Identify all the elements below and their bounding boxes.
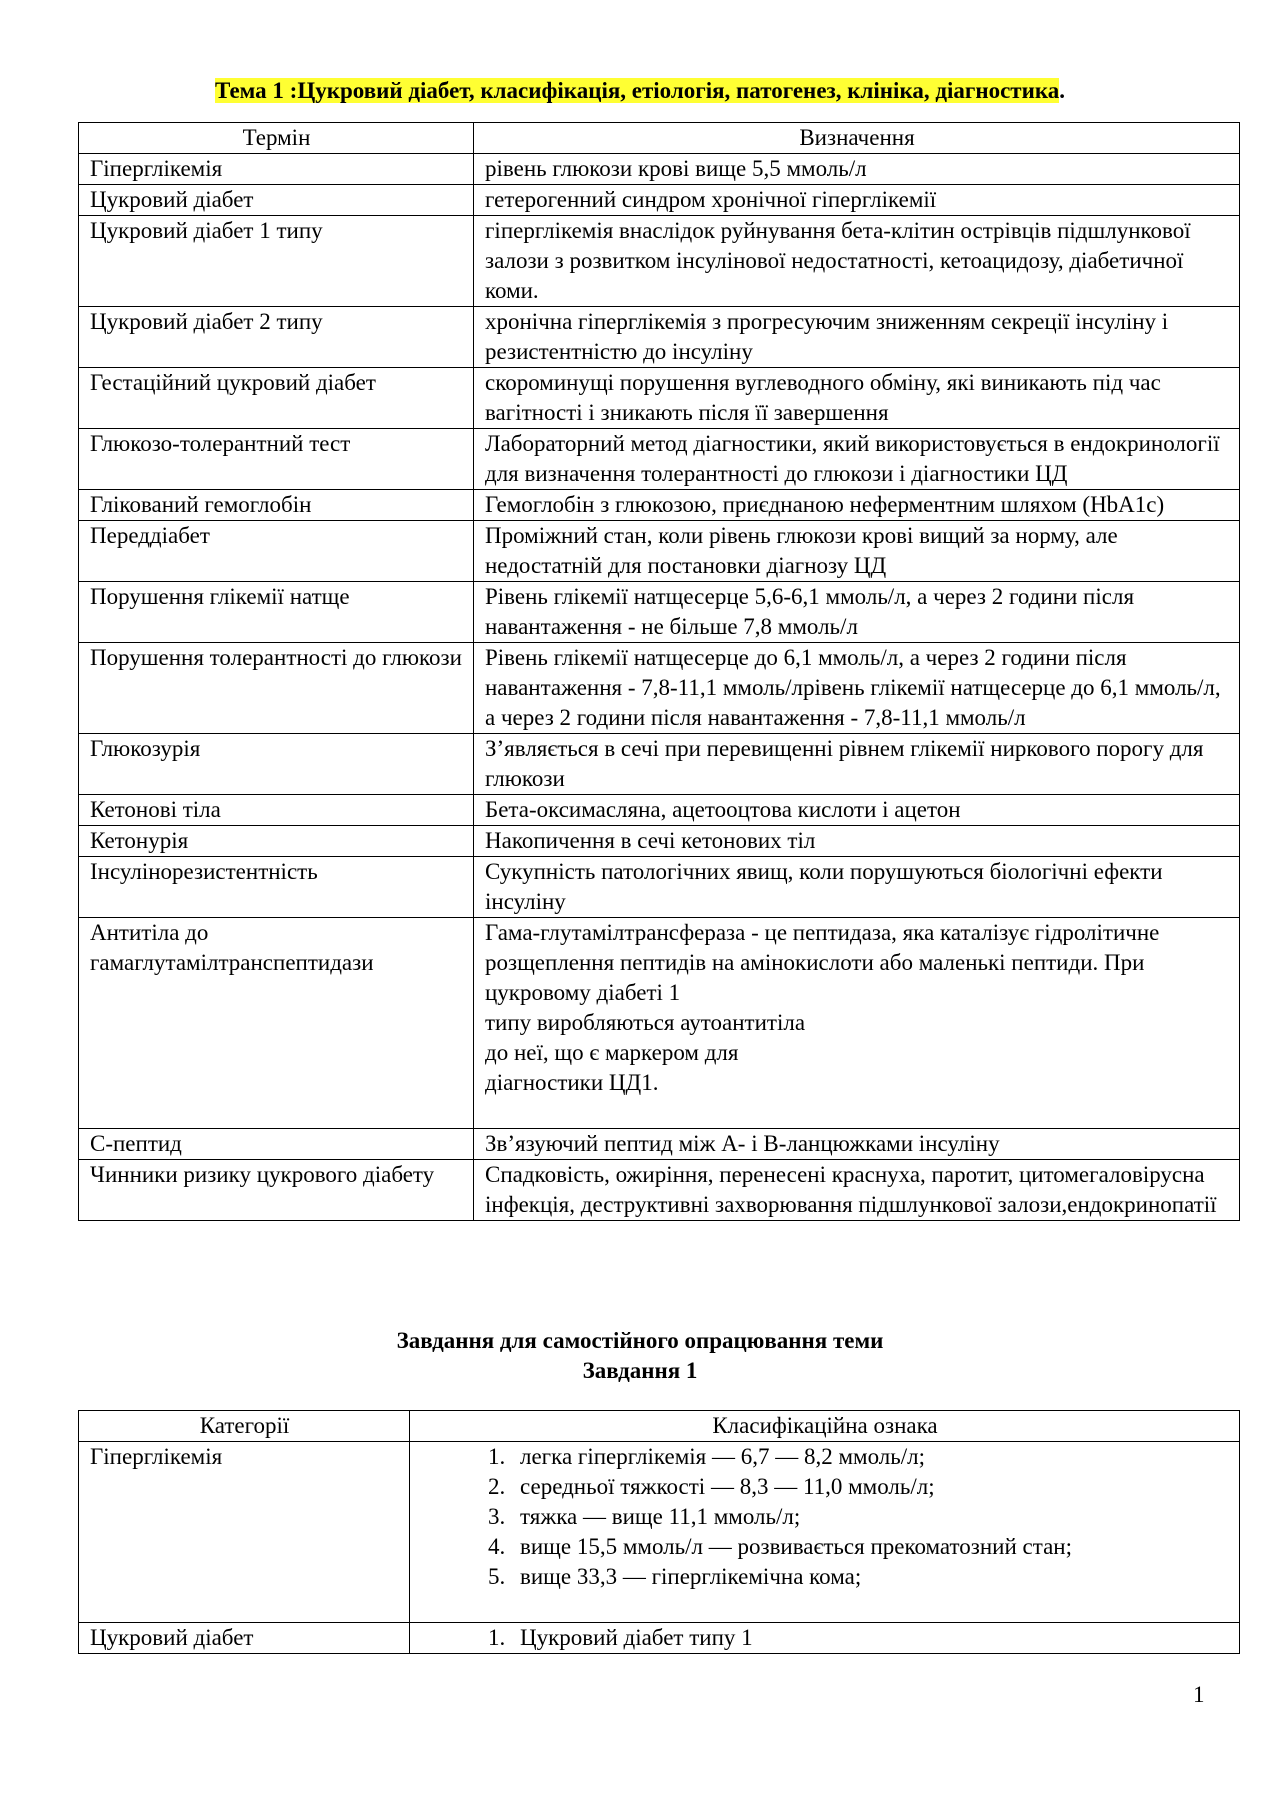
glossary-row: [79, 490, 1240, 521]
glossary-term: Кетонові тіла: [79, 795, 474, 826]
glossary-row: [79, 368, 1240, 429]
glossary-term: Цукровий діабет 2 типу: [79, 307, 474, 368]
definition-line: до неї, що є маркером для: [485, 1040, 739, 1065]
classification-category: Гіперглікемія: [79, 1442, 410, 1623]
glossary-row: [79, 429, 1240, 490]
page-title-trailing: .: [1059, 78, 1065, 103]
definition-line: скороминущі порушення вуглеводного обміну, які виникають під час вагітності і зникають після її завершення: [485, 370, 1161, 425]
glossary-row: [79, 826, 1240, 857]
glossary-term: Чинники ризику цукрового діабету: [79, 1160, 474, 1221]
definition-line: Спадковість, ожиріння, перенесені краснуха, паротит, цитомегаловірусна інфекція, деструктивні захворювання підшлункової залози,ендокринопатії: [485, 1162, 1217, 1217]
glossary-term: С-пептид: [79, 1129, 474, 1160]
definition-line: Гемоглобін з глюкозою, приєднаною неферментним шляхом (HbA1c): [485, 492, 1165, 517]
glossary-row: [79, 643, 1240, 734]
glossary-row: [79, 307, 1240, 368]
classification-list: [421, 1623, 1229, 1653]
glossary-row: [79, 1129, 1240, 1160]
classification-item: 5. вище 33,3 — гіперглікемічна кома;: [511, 1562, 1229, 1592]
glossary-definition: [474, 643, 1240, 734]
definition-line: [485, 1098, 1229, 1128]
glossary-row: [79, 521, 1240, 582]
glossary-row: [79, 185, 1240, 216]
definition-line: гіперглікемія внаслідок руйнування бета-клітин острівців підшлункової залози з розвитком інсулінової недостатності, кетоацидозу, діабетичної коми.: [485, 218, 1191, 303]
glossary-definition: [474, 429, 1240, 490]
tasks-heading: Завдання для самостійного опрацювання теми: [396, 1328, 884, 1353]
glossary-term: Глюкозурія: [79, 734, 474, 795]
classification-features: [410, 1623, 1240, 1654]
classification-features: [410, 1442, 1240, 1623]
glossary-body: [79, 154, 1240, 1221]
glossary-term: Переддіабет: [79, 521, 474, 582]
definition-line: Рівень глікемії натщесерце до 6,1 ммоль/л, а через 2 години після навантаження - 7,8-11,1 ммоль/лрівень глікемії натщесерце до 6,1 ммоль/л, а через 2 години після навантаження - 7,8-11,1 ммоль/л: [485, 645, 1221, 730]
definition-line: Рівень глікемії натщесерце 5,6-6,1 ммоль/л, а через 2 години після навантаження - не більше 7,8 ммоль/л: [485, 584, 1135, 639]
glossary-term: Глікований гемоглобін: [79, 490, 474, 521]
page-title-highlight: Тема 1 :Цукровий діабет, класифікація, етіологія, патогенез, клініка, діагностика: [215, 78, 1060, 103]
classification-item: 1. Цукровий діабет типу 1: [511, 1623, 1229, 1653]
glossary-term: Цукровий діабет 1 типу: [79, 216, 474, 307]
definition-line: Проміжний стан, коли рівень глюкози крові вищий за норму, але недостатній для постановки діагнозу ЦД: [485, 523, 1118, 578]
definition-line: Сукупність патологічних явищ, коли порушуються біологічні ефекти інсуліну: [485, 859, 1163, 914]
glossary-row: [79, 795, 1240, 826]
glossary-term: Кетонурія: [79, 826, 474, 857]
classification-header-category: Категорії: [79, 1411, 410, 1442]
classification-item: 3. тяжка — вище 11,1 ммоль/л;: [511, 1502, 1229, 1532]
classification-header-row: [79, 1411, 1240, 1442]
definition-line: діагностики ЦД1.: [485, 1070, 659, 1095]
glossary-header-definition: Визначення: [474, 123, 1240, 154]
glossary-definition: [474, 826, 1240, 857]
classification-table: [78, 1410, 1240, 1654]
glossary-definition: [474, 734, 1240, 795]
glossary-table: [78, 122, 1240, 1221]
tasks-subheading: Завдання 1: [582, 1358, 698, 1383]
glossary-row: [79, 1160, 1240, 1221]
glossary-definition: [474, 918, 1240, 1129]
classification-item: 1. легка гіперглікемія — 6,7 — 8,2 ммоль/л;: [511, 1442, 1229, 1472]
classification-category: Цукровий діабет: [79, 1623, 410, 1654]
glossary-term: Гіперглікемія: [79, 154, 474, 185]
glossary-term: Порушення толерантності до глюкози: [79, 643, 474, 734]
definition-line: Бета-оксимасляна, ацетооцтова кислоти і ацетон: [485, 797, 961, 822]
definition-line: Гама-глутамілтрансфераза - це пептидаза, яка каталізує гідролітичне розщеплення пептидів на амінокислоти або маленькі пептиди. При цукровому діабеті 1: [485, 920, 1160, 1005]
glossary-definition: [474, 216, 1240, 307]
classification-row: [79, 1623, 1240, 1654]
page-title-wrap: [0, 76, 1280, 106]
classification-body: [79, 1442, 1240, 1654]
classification-item: 2. середньої тяжкості — 8,3 — 11,0 ммоль/л;: [511, 1472, 1229, 1502]
glossary-term: Інсулінорезистентність: [79, 857, 474, 918]
definition-line: Зв’язуючий пептид між А- і В-ланцюжками інсуліну: [485, 1131, 1000, 1156]
glossary-row: [79, 216, 1240, 307]
glossary-definition: [474, 307, 1240, 368]
glossary-definition: [474, 582, 1240, 643]
page-title: [215, 78, 1065, 103]
glossary-term: Гестаційний цукровий діабет: [79, 368, 474, 429]
glossary-definition: [474, 490, 1240, 521]
classification-header-feature: Класифікаційна ознака: [410, 1411, 1240, 1442]
definition-line: хронічна гіперглікемія з прогресуючим зниженням секреції інсуліну і резистентністю до інсуліну: [485, 309, 1169, 364]
definition-line: типу виробляються аутоантитіла: [485, 1010, 806, 1035]
glossary-definition: [474, 795, 1240, 826]
glossary-definition: [474, 368, 1240, 429]
classification-list: [421, 1442, 1229, 1592]
glossary-row: [79, 918, 1240, 1129]
glossary-definition: [474, 185, 1240, 216]
glossary-definition: [474, 154, 1240, 185]
glossary-definition: [474, 1160, 1240, 1221]
glossary-term: Глюкозо-толерантний тест: [79, 429, 474, 490]
glossary-row: [79, 582, 1240, 643]
glossary-header-row: [79, 123, 1240, 154]
page-number: 1: [1193, 1682, 1205, 1707]
classification-row: [79, 1442, 1240, 1623]
definition-line: З’являється в сечі при перевищенні рівнем глікемії ниркового порогу для глюкози: [485, 736, 1204, 791]
glossary-definition: [474, 1129, 1240, 1160]
classification-item: 4. вище 15,5 ммоль/л — розвивається прекоматозний стан;: [511, 1532, 1229, 1562]
definition-line: гетерогенний синдром хронічної гіперглікемії: [485, 187, 937, 212]
glossary-term: Цукровий діабет: [79, 185, 474, 216]
glossary-term: Антитіла до гамаглутамілтранспептидази: [79, 918, 474, 1129]
glossary-row: [79, 154, 1240, 185]
glossary-header-term: Термін: [79, 123, 474, 154]
glossary-definition: [474, 857, 1240, 918]
definition-line: Накопичення в сечі кетонових тіл: [485, 828, 816, 853]
glossary-term: Порушення глікемії натще: [79, 582, 474, 643]
glossary-definition: [474, 521, 1240, 582]
definition-line: Лабораторний метод діагностики, який використовується в ендокринології для визначення толерантності до глюкози і діагностики ЦД: [485, 431, 1220, 486]
glossary-row: [79, 734, 1240, 795]
glossary-row: [79, 857, 1240, 918]
definition-line: рівень глюкози крові вище 5,5 ммоль/л: [485, 156, 867, 181]
